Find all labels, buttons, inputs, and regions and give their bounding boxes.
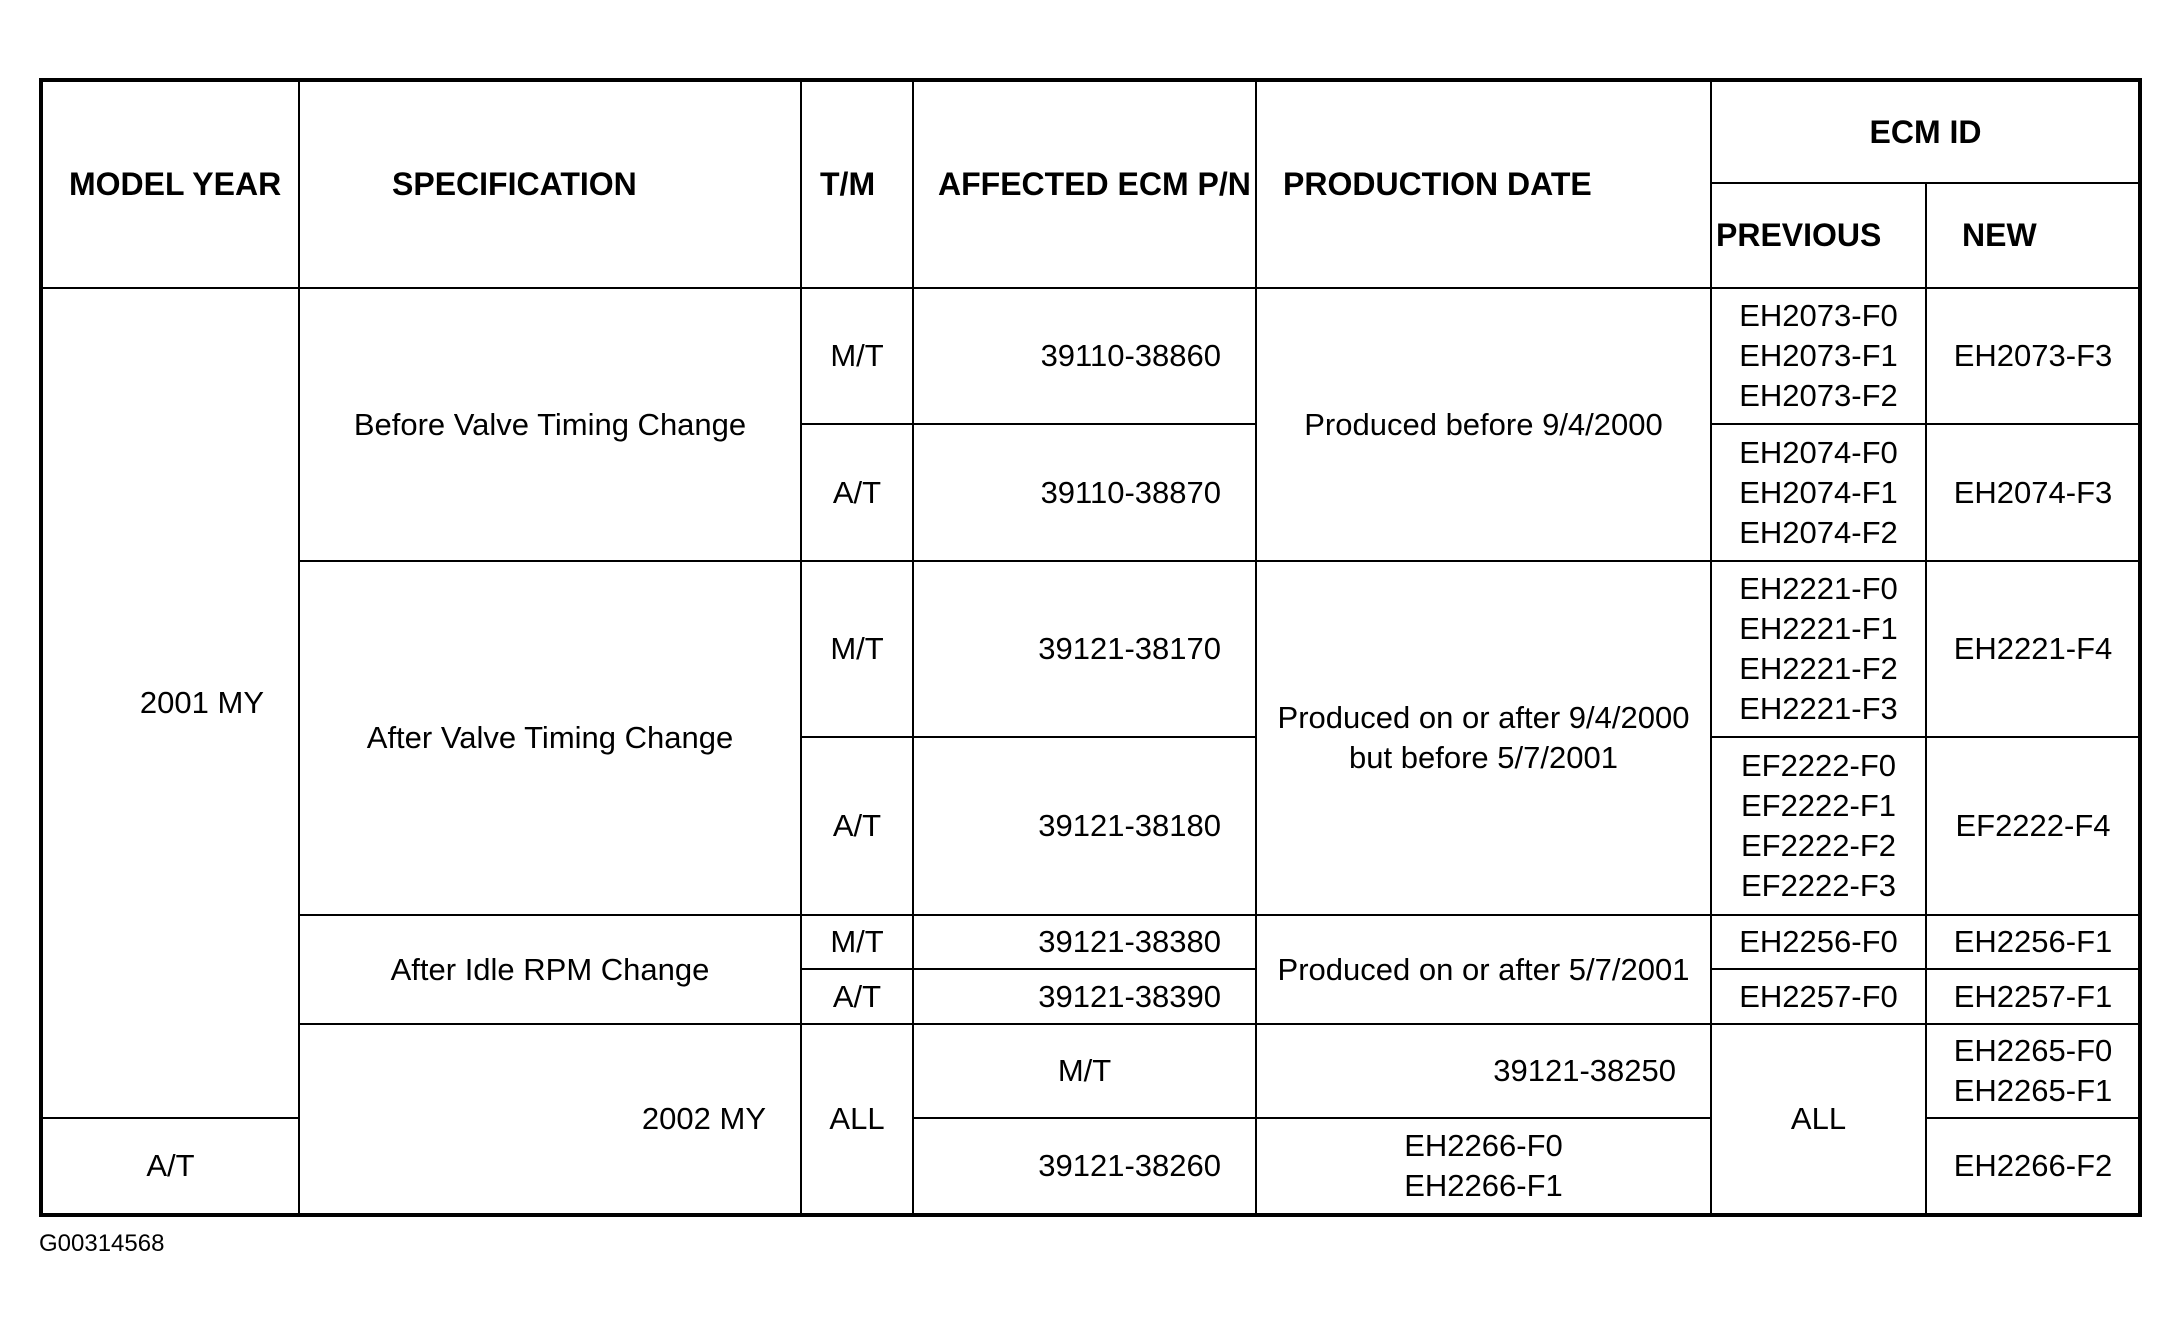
previous-id: EH2265-F0 — [1953, 1033, 2113, 1068]
part-number-cell: 39121-38390 — [913, 969, 1256, 1024]
previous-id: EH2074-F0 — [1739, 434, 1898, 470]
previous-id: EH2221-F2 — [1739, 651, 1898, 686]
part-number-cell: 39121-38180 — [913, 737, 1256, 915]
previous-id-cell: EH2257-F0 — [1711, 969, 1926, 1024]
previous-id: EH2221-F0 — [1739, 571, 1898, 606]
previous-id-cell — [1711, 288, 1926, 424]
new-id-cell: EH2073-F3 — [1926, 288, 2140, 424]
table-row — [41, 915, 2140, 969]
part-number-cell: 39121-38380 — [913, 915, 1256, 969]
production-date-cell — [1256, 561, 1711, 915]
previous-id: EH2074-F2 — [1739, 514, 1898, 550]
previous-id: EH2266-F1 — [1404, 1168, 1563, 1203]
header-new: NEW — [1926, 183, 2140, 288]
model-year-cell: 2002 MY — [299, 1024, 801, 1215]
table-row — [41, 561, 2140, 737]
production-date-line: but before 5/7/2001 — [1349, 740, 1618, 775]
table-row — [41, 288, 2140, 424]
tm-cell: A/T — [801, 737, 913, 915]
new-id-cell: EH2221-F4 — [1926, 561, 2140, 737]
previous-id: EH2074-F1 — [1739, 474, 1898, 510]
previous-id: EH2221-F3 — [1739, 691, 1898, 726]
specification-cell: ALL — [801, 1024, 913, 1215]
part-number-cell: 39121-38170 — [913, 561, 1256, 737]
table-row — [41, 1024, 2140, 1118]
previous-id-cell: EH2256-F0 — [1711, 915, 1926, 969]
tm-cell: M/T — [801, 915, 913, 969]
production-date-cell: Produced before 9/4/2000 — [1256, 288, 1711, 561]
new-id-cell: EH2257-F1 — [1926, 969, 2140, 1024]
previous-id-cell — [1926, 1024, 2140, 1118]
specification-cell: Before Valve Timing Change — [299, 288, 801, 561]
header-specification: SPECIFICATION — [299, 80, 801, 288]
header-production-date: PRODUCTION DATE — [1256, 80, 1711, 288]
part-number-cell: 39121-38260 — [913, 1118, 1256, 1215]
specification-cell: After Idle RPM Change — [299, 915, 801, 1024]
previous-id: EH2073-F1 — [1739, 338, 1898, 373]
previous-id: EH2266-F0 — [1404, 1128, 1563, 1163]
previous-id: EH2073-F0 — [1739, 298, 1898, 333]
tm-cell: A/T — [41, 1118, 299, 1215]
new-id-cell: EH2256-F1 — [1926, 915, 2140, 969]
tm-cell: A/T — [801, 969, 913, 1024]
tm-cell: M/T — [801, 561, 913, 737]
header-previous: PREVIOUS — [1711, 183, 1926, 288]
tm-cell: M/T — [801, 288, 913, 424]
model-year-cell: 2001 MY — [41, 288, 299, 1118]
figure-id-caption: G00314568 — [39, 1230, 165, 1257]
header-affected-pn: AFFECTED ECM P/N — [913, 80, 1256, 288]
specification-cell: After Valve Timing Change — [299, 561, 801, 915]
previous-id: EF2222-F0 — [1740, 748, 1897, 783]
previous-id-cell — [1711, 424, 1926, 561]
header-ecm-id: ECM ID — [1711, 80, 2140, 183]
part-number-cell: 39121-38250 — [1256, 1024, 1711, 1118]
ecm-table — [39, 78, 2142, 1217]
new-id-cell: EH2266-F2 — [1926, 1118, 2140, 1215]
previous-id: EH2073-F2 — [1739, 378, 1898, 413]
previous-id-cell — [1711, 561, 1926, 737]
header-tm: T/M — [801, 80, 913, 288]
previous-id: EH2221-F1 — [1739, 611, 1898, 646]
previous-id: EH2265-F1 — [1953, 1073, 2113, 1108]
previous-id: EF2222-F1 — [1740, 788, 1897, 823]
production-date-cell: ALL — [1711, 1024, 1926, 1215]
previous-id-cell — [1711, 737, 1926, 915]
new-id-cell: EH2074-F3 — [1926, 424, 2140, 561]
production-date-line: Produced on or after 9/4/2000 — [1277, 700, 1690, 735]
tm-cell: M/T — [913, 1024, 1256, 1118]
previous-id: EF2222-F2 — [1740, 828, 1897, 863]
header-model-year: MODEL YEAR — [41, 80, 299, 288]
part-number-cell: 39110-38860 — [913, 288, 1256, 424]
previous-id: EF2222-F3 — [1740, 868, 1897, 903]
previous-id-cell — [1256, 1118, 1711, 1215]
part-number-cell: 39110-38870 — [913, 424, 1256, 561]
tm-cell: A/T — [801, 424, 913, 561]
production-date-cell: Produced on or after 5/7/2001 — [1256, 915, 1711, 1024]
new-id-cell: EF2222-F4 — [1926, 737, 2140, 915]
